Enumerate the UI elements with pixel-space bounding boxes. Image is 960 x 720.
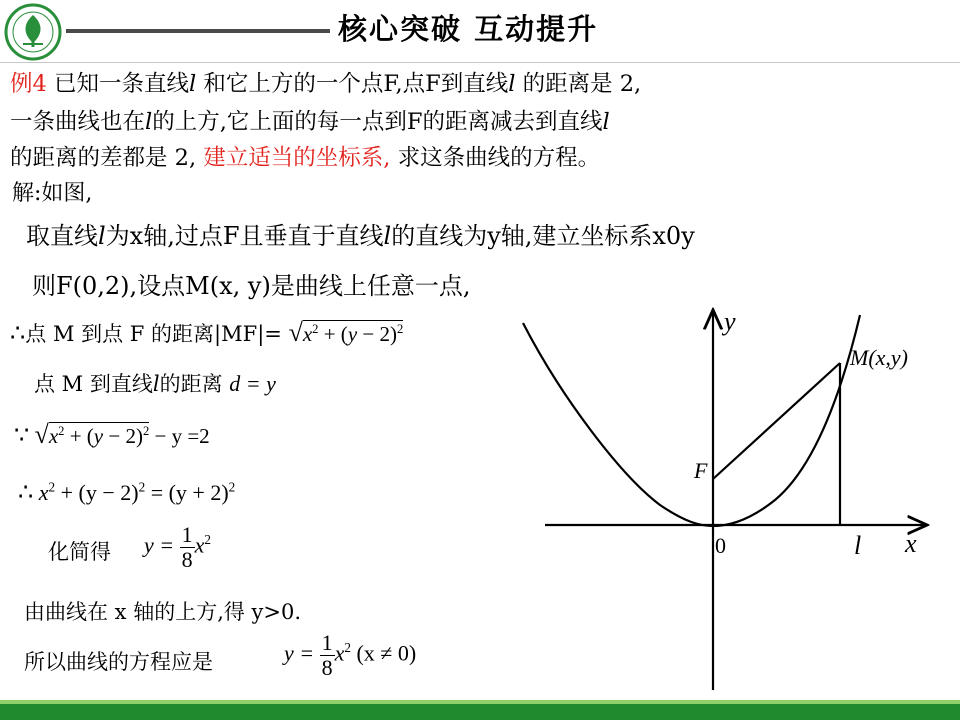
problem-text: 一条曲线也在: [10, 109, 146, 135]
fraction-one-eighth: [320, 632, 335, 679]
solution-intro: 解:如图,: [12, 181, 93, 206]
problem-text: 的距离是 2,: [522, 71, 642, 97]
problem-line-3: [10, 140, 600, 172]
header-divider: [0, 62, 960, 63]
x-axis-label: x: [905, 529, 917, 558]
step-text: 取直线: [26, 222, 98, 250]
var-x: x: [194, 532, 205, 558]
distance-mf-line: [10, 318, 403, 348]
equation-part: y =: [144, 532, 175, 558]
school-logo: [4, 3, 62, 61]
problem-text: 和它上方的一个点F,点F到直线: [203, 71, 509, 97]
footer-bar: [0, 704, 960, 720]
denominator: 8: [321, 655, 333, 680]
problem-line-2: [10, 104, 610, 136]
line-symbol: l: [98, 222, 106, 250]
sqrt-expression: $√x^2 + (y - 2)^2$: [288, 318, 404, 347]
numerator: 1: [181, 522, 193, 547]
solution-step-2: 则F(0,2),设点M(x, y)是曲线上任意一点,: [32, 272, 471, 300]
condition-y-positive: 由曲线在 x 轴的上方,得 y>0.: [24, 600, 302, 624]
problem-text: 的距离的差都是 2,: [10, 145, 197, 171]
line-symbol: l: [602, 109, 610, 135]
fraction-one-eighth: [180, 524, 195, 571]
line-symbol: l: [152, 372, 160, 396]
condition-equation: [14, 420, 210, 450]
step-text: 点 M 到直线: [34, 372, 153, 396]
equation-condition: (x ≠ 0): [356, 640, 417, 666]
segment-fm: [713, 363, 840, 479]
parabola-curve: [523, 315, 860, 526]
final-equation: y = $\frac{1}{8}$ $x^2$ (x ≠ 0): [284, 630, 417, 680]
denominator: 8: [181, 547, 193, 572]
focus-label: F: [694, 458, 708, 483]
header-rule-line: [66, 29, 330, 33]
line-symbol: l: [383, 222, 392, 250]
parabola-graph: [500, 300, 950, 700]
line-symbol: l: [145, 109, 153, 135]
sqrt-expression: $√x^2 + (y - 2)^2$: [34, 420, 150, 449]
line-symbol: l: [189, 71, 197, 97]
y-axis-label: y: [724, 307, 736, 336]
example-label: 例4: [10, 71, 47, 97]
line-l-label: l: [854, 531, 862, 560]
equation-part: + (y − 2): [55, 480, 139, 505]
point-m-label: M(x,y): [850, 345, 909, 370]
distance-l-line: [34, 368, 276, 398]
page-title: 核心突破 互动提升: [338, 12, 599, 46]
problem-line-1: [10, 66, 641, 98]
because-symbol: ∵: [14, 423, 30, 449]
origin-label: 0: [715, 533, 726, 558]
step-text: 为x轴,过点F且垂直于直线: [105, 222, 384, 250]
equation-rhs: − y =2: [154, 424, 210, 448]
final-label: 所以曲线的方程应是: [24, 650, 213, 674]
simplified-equation: y = $\frac{1}{8}$ $x^2$: [144, 522, 211, 572]
line-symbol: l: [508, 71, 516, 97]
problem-text: 已知一条直线: [53, 71, 189, 97]
var-x: x: [38, 480, 49, 505]
distance-mf-text: 点 M 到点 F 的距离|MF|=: [25, 322, 282, 346]
equation-part: = (y + 2): [145, 480, 229, 505]
numerator: 1: [321, 630, 333, 655]
equation-d: d = y: [229, 371, 276, 396]
squared-equation: ∴ $x^2 + (y - 2)^2 = (y + 2)^2$: [18, 479, 236, 506]
step-text: 的距离: [159, 372, 223, 396]
step-text: 的直线为y轴,建立坐标系x0y: [391, 222, 695, 250]
problem-text: 的上方,它上面的每一点到F的距离减去到直线: [152, 109, 603, 135]
therefore-symbol: ∴: [10, 319, 26, 347]
solution-step-1: [26, 216, 695, 251]
simplify-label: 化简得: [48, 540, 111, 564]
highlight-text: 建立适当的坐标系,: [203, 145, 391, 171]
therefore-symbol: ∴: [18, 480, 34, 506]
problem-text: 求这条曲线的方程。: [397, 145, 601, 171]
var-x: x: [334, 640, 345, 666]
equation-part: y =: [284, 640, 315, 666]
